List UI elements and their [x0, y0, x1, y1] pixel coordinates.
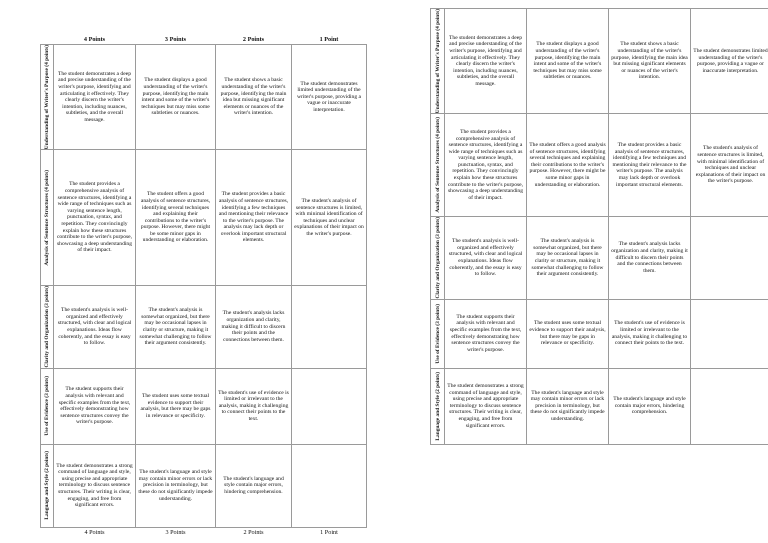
- criterion-label: Analysis of Sentence Structures (4 points): [431, 114, 445, 217]
- criterion-label: Use of Evidence (3 points): [41, 368, 54, 444]
- rubric-cell: The student offers a good analysis of sentence structures, identifying several techniques and explaining their contributions to the writer's purpose. However, there might be some minor gaps in understanding or elaboration.: [527, 114, 609, 217]
- rubric-cell: The student demonstrates a deep and precise understanding of the writer's purpose, identifying and articulating it effectively. They clearly discern the writer's intention, including nuances, subtleties, and the overall message.: [445, 9, 527, 114]
- rubric-cell: The student's use of evidence is limited or irrelevant to the analysis, making it challenging to connect their points to the text.: [609, 299, 691, 368]
- rubric-cell: The student demonstrates limited understanding of the writer's purpose, providing a vague or inaccurate interpretation.: [691, 9, 768, 114]
- rubric-cell: The student's use of evidence is limited or irrelevant to the analysis, making it challenging to connect their points to the text.: [216, 368, 292, 444]
- footer-row: [41, 527, 367, 538]
- rubric-cell: The student's analysis of sentence structures is limited, with minimal identification of techniques and unclear explanations of their impact on the writer's purpose.: [292, 150, 367, 286]
- rubric-cell: [292, 286, 367, 368]
- rubric-cell: The student's analysis lacks organization and clarity, making it difficult to discern their points and the connections between them.: [216, 286, 292, 368]
- rubric-cell: The student's language and style may contain minor errors or lack precision in terminology, but these do not significantly impede understanding.: [527, 368, 609, 444]
- rubric-cell: The student's language and style may contain minor errors or lack precision in terminology, but these do not significantly impede understanding.: [136, 444, 216, 527]
- rubric-cell: The student provides a comprehensive analysis of sentence structures, identifying a wide range of techniques such as varying sentence length, punctuation, syntax, and repetition. They convincingly explain how these structures contribute to the writer's purpose, showcasing a deep understanding of their impact.: [54, 150, 136, 286]
- rubric-cell: The student shows a basic understanding of the writer's purpose, identifying the main idea but missing significant elements or nuances of the writer's intention.: [609, 9, 691, 114]
- criterion-row: [41, 286, 367, 368]
- rubric-cell: The student displays a good understanding of the writer's purpose, identifying the main intent and some of the writer's techniques but may miss some subtleties or nuances.: [527, 9, 609, 114]
- rubric-cell: The student provides a basic analysis of sentence structures, identifying a few techniques and mentioning their relevance to the writer's purpose. The analysis may lack depth or overlook important structural elements.: [609, 114, 691, 217]
- rubric-table: [430, 8, 768, 445]
- rubric-cell: [691, 368, 768, 444]
- rubric-cell: [292, 444, 367, 527]
- column-header: 2 Points: [242, 35, 265, 43]
- rubric-cell: The student demonstrates a strong command of language and style, using precise and appropriate terminology to discuss sentence structures. Their writing is clear, engaging, and free from significant errors.: [54, 444, 136, 527]
- criterion-label: Clarity and Organization (3 points): [41, 286, 54, 368]
- column-header: 3 Points: [164, 35, 187, 43]
- criterion-label: Use of Evidence (3 points): [431, 299, 445, 368]
- column-footer: 3 Points: [165, 529, 186, 537]
- rubric-cell: The student's language and style contain major errors, hindering comprehension.: [609, 368, 691, 444]
- criterion-row: [41, 444, 367, 527]
- rubric-cell: The student demonstrates limited understanding of the writer's purpose, providing a vague or inaccurate interpretation.: [292, 45, 367, 150]
- rubric-cell: The student's analysis is well-organized and effectively structured, with clear and logical explanations. Ideas flow coherently, and the essay is easy to follow.: [54, 286, 136, 368]
- rubric-cell: The student demonstrates a deep and precise understanding of the writer's purpose, identifying and articulating it effectively. They clearly discern the writer's intention, including nuances, subtleties, and the overall message.: [54, 45, 136, 150]
- header-corner: [41, 34, 54, 45]
- rubric-cell: [691, 217, 768, 299]
- rubric-cell: The student's language and style contain major errors, hindering comprehension.: [216, 444, 292, 527]
- rubric-cell: The student offers a good analysis of sentence structures, identifying several techniques and explaining their contributions to the writer's purpose. However, there might be some minor gaps in understanding or elaboration.: [136, 150, 216, 286]
- column-header: 4 Points: [83, 35, 106, 43]
- rubric-cell: The student supports their analysis with relevant and specific examples from the text, effectively demonstrating how sentence structures convey the writer's purpose.: [445, 299, 527, 368]
- rubric-cell: The student shows a basic understanding of the writer's purpose, identifying the main idea but missing significant elements or nuances of the writer's intention.: [216, 45, 292, 150]
- criterion-label: Understanding of Writer's Purpose (4 points): [41, 45, 54, 150]
- criterion-label: Language and Style (2 points): [431, 368, 445, 444]
- rubric-cell: The student uses some textual evidence to support their analysis, but there may be gaps in relevance or specificity.: [136, 368, 216, 444]
- criterion-row: [431, 114, 768, 217]
- column-footer: 4 Points: [84, 529, 105, 537]
- header-row: [41, 34, 367, 45]
- criterion-row: [41, 150, 367, 286]
- rubric-cell: The student provides a basic analysis of sentence structures, identifying a few techniques and mentioning their relevance to the writer's purpose. The analysis may lack depth or overlook important structural elements.: [216, 150, 292, 286]
- column-footer: 1 Point: [320, 529, 338, 537]
- column-header: 1 Point: [319, 35, 339, 43]
- rubric-cell: The student's analysis is well-organized and effectively structured, with clear and logical explanations. Ideas flow coherently, and the essay is easy to follow.: [445, 217, 527, 299]
- rubric-cell: The student displays a good understanding of the writer's purpose, identifying the main intent and some of the writer's techniques but may miss some subtleties or nuances.: [136, 45, 216, 150]
- rubric-cell: The student uses some textual evidence to support their analysis, but there may be gaps in relevance or specificity.: [527, 299, 609, 368]
- criterion-row: [431, 217, 768, 299]
- rubric-cell: The student provides a comprehensive analysis of sentence structures, identifying a wide range of techniques such as varying sentence length, punctuation, syntax, and repetition. They convincingly explain how these structures contribute to the writer's purpose, showcasing a deep understanding of their impact.: [445, 114, 527, 217]
- rubric-cell: The student's analysis is somewhat organized, but there may be occasional lapses in clarity or structure, making it somewhat challenging to follow their argument consistently.: [527, 217, 609, 299]
- criterion-row: [431, 368, 768, 444]
- rubric-page-right: [408, 0, 768, 543]
- criterion-row: [41, 368, 367, 444]
- rubric-cell: [691, 299, 768, 368]
- criterion-label: Understanding of Writer's Purpose (4 points): [431, 9, 445, 114]
- column-footer: 2 Points: [243, 529, 264, 537]
- rubric-cell: [292, 368, 367, 444]
- rubric-table: [40, 34, 367, 538]
- criterion-label: Language and Style (2 points): [41, 444, 54, 527]
- rubric-cell: The student demonstrates a strong command of language and style, using precise and appropriate terminology to discuss sentence structures. Their writing is clear, engaging, and free from significant errors.: [445, 368, 527, 444]
- footer-corner: [41, 527, 54, 538]
- criterion-row: [431, 9, 768, 114]
- criterion-row: [431, 299, 768, 368]
- rubric-cell: The student's analysis is somewhat organized, but there may be occasional lapses in clarity or structure, making it somewhat challenging to follow their argument consistently.: [136, 286, 216, 368]
- rubric-cell: The student's analysis of sentence structures is limited, with minimal identification of techniques and unclear explanations of their impact on the writer's purpose.: [691, 114, 768, 217]
- rubric-cell: The student's analysis lacks organization and clarity, making it difficult to discern their points and the connections between them.: [609, 217, 691, 299]
- rubric-cell: The student supports their analysis with relevant and specific examples from the text, effectively demonstrating how sentence structures convey the writer's purpose.: [54, 368, 136, 444]
- criterion-label: Analysis of Sentence Structures (4 points): [41, 150, 54, 286]
- criterion-row: [41, 45, 367, 150]
- criterion-label: Clarity and Organization (3 points): [431, 217, 445, 299]
